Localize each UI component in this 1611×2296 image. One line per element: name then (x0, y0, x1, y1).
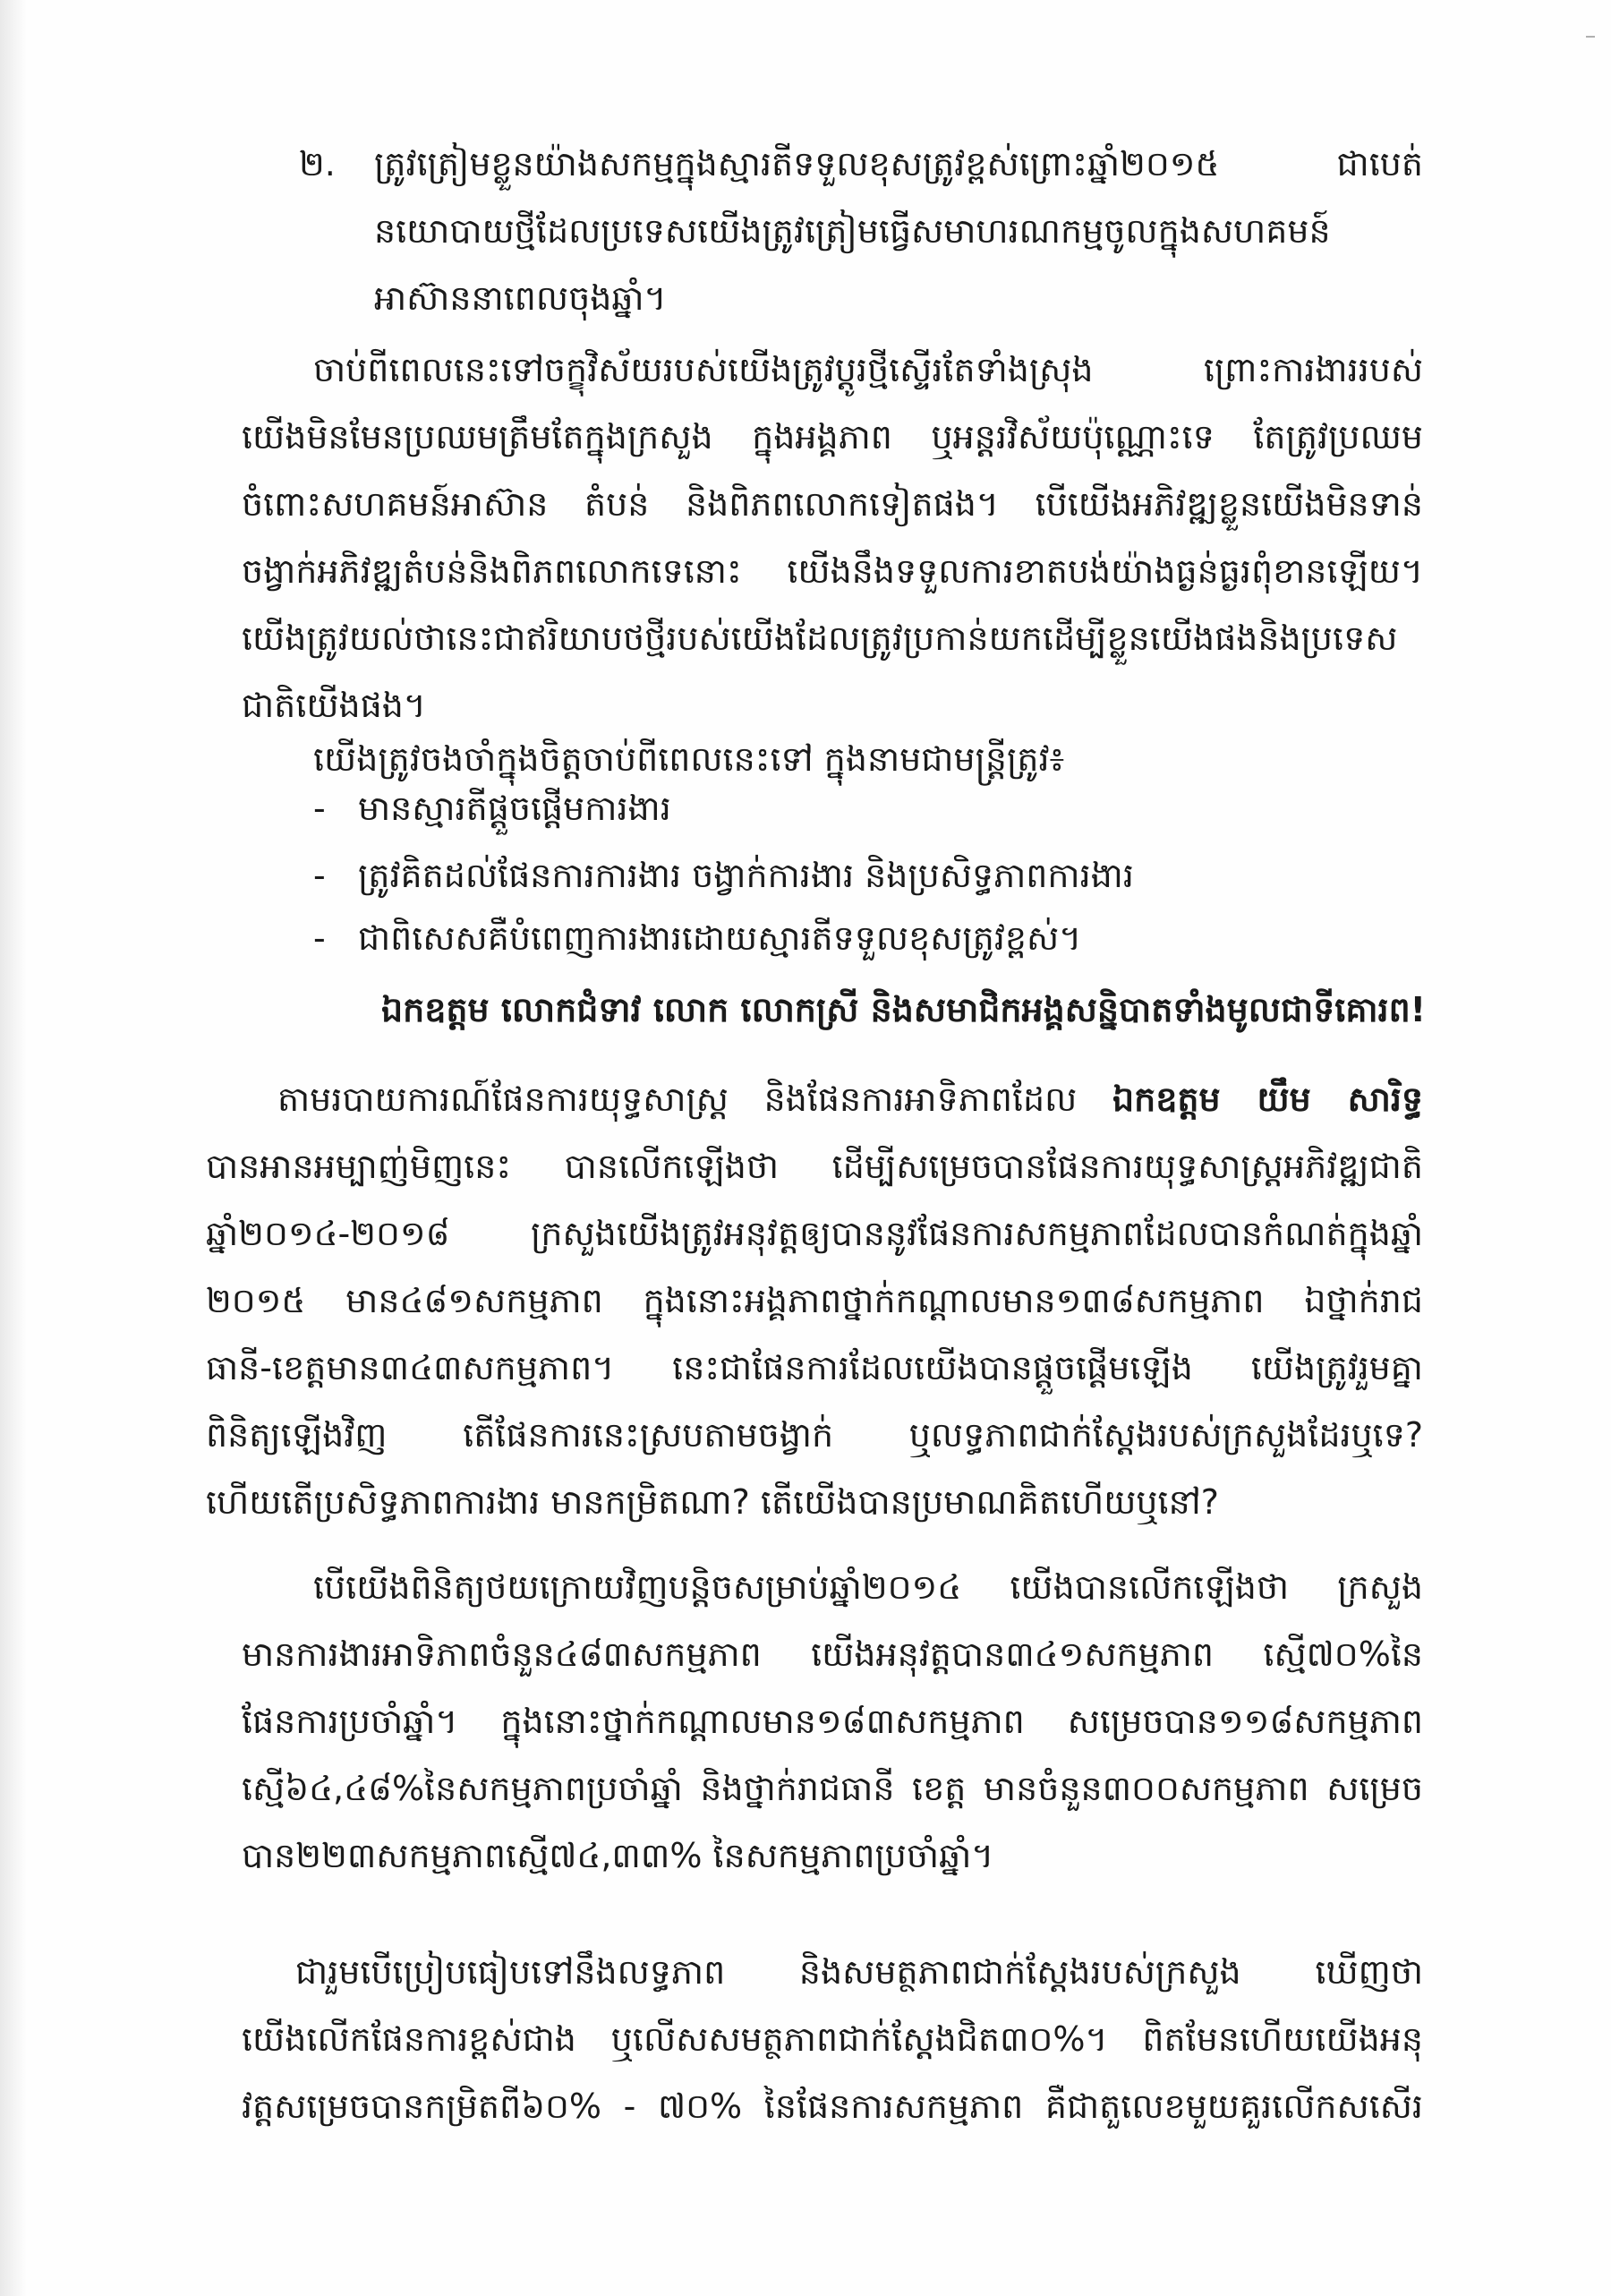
paragraph-line: ហើយតើប្រសិទ្ធភាពការងារ មានកម្រិតណា? តើយើងបានប្រមាណគិតហើយឬនៅ? (206, 1482, 1219, 1522)
paragraph-line: ធានី-ខេត្តមាន៣៤៣សកម្មភាព។ នេះជាផែនការដែលយើងបានផ្តួចផ្តើមឡើង យើងត្រូវរួមគ្នា (206, 1348, 1423, 1387)
bullet-mark: - (313, 789, 326, 828)
paragraph-line: ឆ្នាំ២០១៤-២០១៨ ក្រសួងយើងត្រូវអនុវត្តឲ្យបាននូវផែនការសកម្មភាពដែលបានកំណត់ក្នុងឆ្នាំ (206, 1214, 1423, 1253)
bullet-item: ជាពិសេសគឺបំពេញការងារដោយស្មារតីទទួលខុសត្រូវខ្ពស់។ (358, 918, 1082, 958)
paragraph-line-prefix: តាមរបាយការណ៍ផែនការយុទ្ធសាស្ត្រ និងផែនការអាទិភាពដែល (277, 1080, 1078, 1119)
bullet-mark: - (313, 918, 326, 958)
scan-corner-mark (1586, 36, 1595, 38)
paragraph-line: ចាប់ពីពេលនេះទៅចក្ខុវិស័យរបស់យើងត្រូវប្តូរថ្មីស្ទើរតែទាំងស្រុង ព្រោះការងាររបស់ (313, 350, 1423, 389)
paragraph-line: បាន២២៣សកម្មភាពស្មើ៧៤,៣៣% នៃសកម្មភាពប្រចាំឆ្នាំ។ (242, 1836, 994, 1875)
paragraph-line: ពិនិត្យឡើងវិញ តើផែនការនេះស្របតាមចង្វាក់ ឬលទ្ធភាពជាក់ស្តែងរបស់ក្រសួងដែរឬទេ? (206, 1415, 1423, 1455)
paragraph-line: ស្មើ៦៤,៤៨%នៃសកម្មភាពប្រចាំឆ្នាំ និងថ្នាក់រាជធានី ខេត្ត មានចំនួន៣០០សកម្មភាព សម្រេច (242, 1769, 1423, 1808)
paragraph-line: យើងត្រូវយល់ថានេះជាឥរិយាបថថ្មីរបស់យើងដែលត្រូវប្រកាន់យកដើម្បីខ្លួនយើងផងនិងប្រទេស (242, 619, 1398, 658)
item-line: អាស៊ាននាពេលចុងឆ្នាំ។ (374, 278, 667, 318)
paragraph-line: មានការងារអាទិភាពចំនួន៤៨៣សកម្មភាព យើងអនុវត្តបាន៣៤១សកម្មភាព ស្មើ៧០%នៃ (242, 1635, 1423, 1674)
item-line: នយោបាយថ្មីដែលប្រទេសយើងត្រូវត្រៀមធ្វើសមាហរណកម្មចូលក្នុងសហគមន៍ (374, 211, 1331, 251)
bullet-item: ត្រូវគិតដល់ផែនការការងារ ចង្វាក់ការងារ និងប្រសិទ្ធភាពការងារ (358, 856, 1134, 895)
paragraph-line: បានអានអម្បាញ់មិញនេះ បានលើកឡើងថា ដើម្បីសម្រេចបានផែនការយុទ្ធសាស្ត្រអភិវឌ្ឍជាតិ (206, 1147, 1423, 1186)
salutation-heading: ឯកឧត្តម លោកជំទាវ លោក លោកស្រី និងសមាជិកអង្គសន្និបាតទាំងមូលជាទីគោរព! (381, 990, 1427, 1029)
paragraph-line: ជារួមបើប្រៀបធៀបទៅនឹងលទ្ធភាព និងសមត្ថភាពជាក់ស្តែងរបស់ក្រសួង ឃើញថា (295, 1952, 1423, 1992)
paragraph-line: ចង្វាក់អភិវឌ្ឍតំបន់និងពិភពលោកទេនោះ យើងនឹងទទួលការខាតបង់យ៉ាងធ្ងន់ធ្ងរពុំខានឡើយ។ (242, 551, 1423, 591)
paragraph-line: ចំពោះសហគមន៍អាស៊ាន តំបន់ និងពិភពលោកទៀតផង។ បើយើងអភិវឌ្ឍខ្លួនយើងមិនទាន់ (242, 484, 1423, 524)
paragraph-line: ជាតិយើងផង។ (242, 686, 426, 725)
paragraph-line: យើងមិនមែនប្រឈមត្រឹមតែក្នុងក្រសួង ក្នុងអង្គភាព ឬអន្តរវិស័យប៉ុណ្ណោះទេ តែត្រូវប្រឈម (242, 417, 1423, 457)
bullet-item: មានស្មារតីផ្តួចផ្តើមការងារ (358, 789, 671, 828)
bullet-mark: - (313, 856, 326, 895)
paragraph-line: ផែនការប្រចាំឆ្នាំ។ ក្នុងនោះថ្នាក់កណ្តាលមាន១៨៣សកម្មភាព សម្រេចបាន១១៨សកម្មភាព (242, 1702, 1423, 1741)
commitment-intro: យើងត្រូវចងចាំក្នុងចិត្តចាប់ពីពេលនេះទៅ ក្នុងនាមជាមន្ត្រីត្រូវ៖ (313, 739, 1065, 779)
paragraph-line: បើយើងពិនិត្យថយក្រោយវិញបន្តិចសម្រាប់ឆ្នាំ២០១៤ យើងបានលើកឡើងថា ក្រសួង (313, 1567, 1423, 1607)
paragraph-line: វត្តសម្រេចបានកម្រិតពី៦០% - ៧០% នៃផែនការសកម្មភាព គឺជាតួលេខមួយគួរលើកសសើរ (242, 2087, 1423, 2126)
paragraph-line: ២០១៥ មាន៤៨១សកម្មភាព ក្នុងនោះអង្គភាពថ្នាក់កណ្តាលមាន១៣៨សកម្មភាព ឯថ្នាក់រាជ (206, 1281, 1423, 1320)
paragraph-line: យើងលើកផែនការខ្ពស់ជាង ឬលើសសមត្ថភាពជាក់ស្តែងជិត៣០%។ ពិតមែនហើយយើងអនុ (242, 2019, 1423, 2059)
item-number: ២. (299, 144, 336, 184)
paragraph-line-first (277, 1070, 1423, 1129)
speaker-name: ឯកឧត្តម យឹម សារិទ្ធ (1112, 1080, 1423, 1119)
item-line: ត្រូវត្រៀមខ្លួនយ៉ាងសកម្មក្នុងស្មារតីទទួលខុសត្រូវខ្ពស់ព្រោះឆ្នាំ២០១៥ ជាបេត់ (374, 144, 1423, 184)
